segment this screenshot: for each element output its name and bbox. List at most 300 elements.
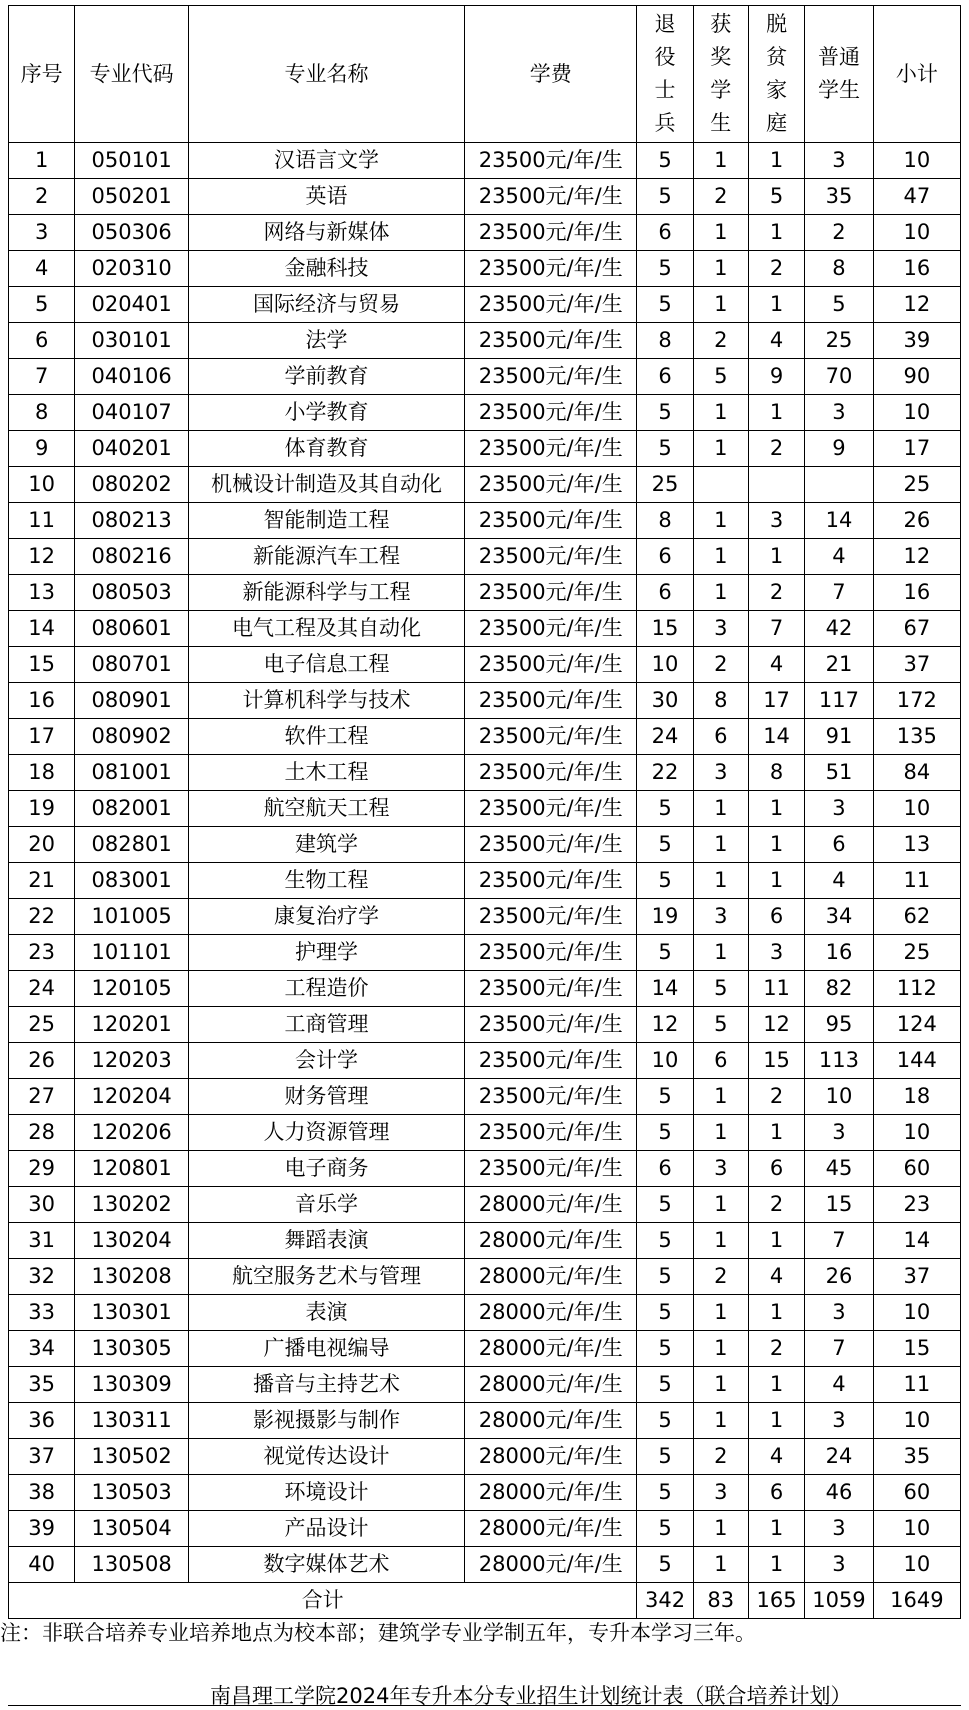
cell-subtotal: 18	[873, 1079, 960, 1115]
cell-major-name: 工商管理	[189, 1007, 465, 1043]
cell-poverty: 4	[748, 323, 804, 359]
cell-poverty: 1	[748, 791, 804, 827]
cell-index: 17	[9, 719, 75, 755]
cell-major-name: 建筑学	[189, 827, 465, 863]
total-award: 83	[693, 1583, 748, 1619]
cell-tuition: 23500元/年/生	[465, 719, 637, 755]
cell-poverty: 4	[748, 1259, 804, 1295]
cell-major-code: 050306	[75, 215, 189, 251]
cell-veteran: 19	[637, 899, 693, 935]
cell-tuition: 23500元/年/生	[465, 899, 637, 935]
cell-veteran: 5	[637, 1475, 693, 1511]
cell-subtotal: 16	[873, 251, 960, 287]
cell-regular: 70	[805, 359, 873, 395]
cell-tuition: 23500元/年/生	[465, 179, 637, 215]
cell-poverty: 1	[748, 1403, 804, 1439]
cell-award: 5	[693, 971, 748, 1007]
cell-veteran: 6	[637, 359, 693, 395]
cell-veteran: 25	[637, 467, 693, 503]
cell-award: 1	[693, 863, 748, 899]
cell-major-code: 080901	[75, 683, 189, 719]
cell-award: 1	[693, 503, 748, 539]
cell-major-name: 环境设计	[189, 1475, 465, 1511]
cell-poverty: 2	[748, 575, 804, 611]
cell-index: 10	[9, 467, 75, 503]
cell-tuition: 23500元/年/生	[465, 1007, 637, 1043]
cell-tuition: 28000元/年/生	[465, 1295, 637, 1331]
cell-major-name: 土木工程	[189, 755, 465, 791]
cell-tuition: 23500元/年/生	[465, 395, 637, 431]
cell-award: 3	[693, 899, 748, 935]
next-table-top-border	[8, 1705, 961, 1706]
cell-poverty: 1	[748, 215, 804, 251]
cell-index: 20	[9, 827, 75, 863]
table-row	[9, 1079, 961, 1115]
cell-award: 1	[693, 143, 748, 179]
cell-subtotal: 37	[873, 647, 960, 683]
cell-regular: 46	[805, 1475, 873, 1511]
cell-major-code: 120203	[75, 1043, 189, 1079]
cell-major-name: 软件工程	[189, 719, 465, 755]
cell-regular: 25	[805, 323, 873, 359]
table-body	[9, 143, 961, 1583]
table-row	[9, 323, 961, 359]
cell-tuition: 28000元/年/生	[465, 1223, 637, 1259]
cell-index: 19	[9, 791, 75, 827]
next-table-title: 南昌理工学院2024年专升本分专业招生计划统计表（联合培养计划）	[210, 1684, 852, 1708]
cell-regular: 3	[805, 1511, 873, 1547]
cell-poverty: 17	[748, 683, 804, 719]
cell-regular: 117	[805, 683, 873, 719]
table-row	[9, 1115, 961, 1151]
header-veteran: 退 役 士 兵	[637, 6, 693, 143]
cell-regular: 7	[805, 1331, 873, 1367]
cell-major-name: 金融科技	[189, 251, 465, 287]
cell-major-name: 护理学	[189, 935, 465, 971]
table-row	[9, 575, 961, 611]
table-row	[9, 1547, 961, 1583]
cell-poverty: 1	[748, 287, 804, 323]
cell-tuition: 23500元/年/生	[465, 935, 637, 971]
cell-regular: 2	[805, 215, 873, 251]
cell-subtotal: 10	[873, 1511, 960, 1547]
cell-major-code: 120105	[75, 971, 189, 1007]
cell-poverty: 1	[748, 1115, 804, 1151]
cell-regular: 21	[805, 647, 873, 683]
cell-tuition: 23500元/年/生	[465, 431, 637, 467]
cell-award: 1	[693, 1223, 748, 1259]
cell-regular: 9	[805, 431, 873, 467]
cell-regular: 51	[805, 755, 873, 791]
cell-award: 3	[693, 755, 748, 791]
cell-poverty: 1	[748, 1547, 804, 1583]
cell-subtotal: 10	[873, 1403, 960, 1439]
cell-major-name: 数字媒体艺术	[189, 1547, 465, 1583]
cell-major-name: 英语	[189, 179, 465, 215]
cell-major-code: 130202	[75, 1187, 189, 1223]
cell-index: 35	[9, 1367, 75, 1403]
cell-regular: 5	[805, 287, 873, 323]
cell-poverty: 1	[748, 1511, 804, 1547]
cell-major-name: 新能源科学与工程	[189, 575, 465, 611]
cell-award: 1	[693, 431, 748, 467]
cell-tuition: 23500元/年/生	[465, 863, 637, 899]
cell-index: 18	[9, 755, 75, 791]
header-subtotal: 小计	[873, 6, 960, 143]
table-row	[9, 1223, 961, 1259]
table-row	[9, 1475, 961, 1511]
cell-poverty: 4	[748, 647, 804, 683]
cell-award: 1	[693, 215, 748, 251]
cell-index: 32	[9, 1259, 75, 1295]
cell-veteran: 5	[637, 251, 693, 287]
cell-index: 31	[9, 1223, 75, 1259]
header-index: 序号	[9, 6, 75, 143]
cell-award: 1	[693, 827, 748, 863]
cell-major-code: 040106	[75, 359, 189, 395]
cell-award: 1	[693, 575, 748, 611]
cell-index: 38	[9, 1475, 75, 1511]
cell-veteran: 6	[637, 575, 693, 611]
table-row	[9, 539, 961, 575]
cell-index: 11	[9, 503, 75, 539]
cell-tuition: 23500元/年/生	[465, 287, 637, 323]
cell-major-name: 影视摄影与制作	[189, 1403, 465, 1439]
cell-veteran: 5	[637, 1331, 693, 1367]
cell-award: 1	[693, 1403, 748, 1439]
cell-tuition: 23500元/年/生	[465, 251, 637, 287]
cell-poverty: 9	[748, 359, 804, 395]
cell-major-code: 050101	[75, 143, 189, 179]
cell-veteran: 8	[637, 323, 693, 359]
cell-major-name: 生物工程	[189, 863, 465, 899]
cell-subtotal: 90	[873, 359, 960, 395]
cell-major-name: 视觉传达设计	[189, 1439, 465, 1475]
cell-subtotal: 10	[873, 395, 960, 431]
cell-tuition: 28000元/年/生	[465, 1547, 637, 1583]
total-subtotal: 1649	[873, 1583, 960, 1619]
cell-major-name: 航空服务艺术与管理	[189, 1259, 465, 1295]
cell-major-code: 120801	[75, 1151, 189, 1187]
cell-poverty: 2	[748, 1079, 804, 1115]
cell-veteran: 5	[637, 1259, 693, 1295]
cell-poverty: 12	[748, 1007, 804, 1043]
cell-poverty: 15	[748, 1043, 804, 1079]
cell-major-name: 产品设计	[189, 1511, 465, 1547]
cell-index: 13	[9, 575, 75, 611]
cell-tuition: 23500元/年/生	[465, 323, 637, 359]
cell-regular: 7	[805, 1223, 873, 1259]
cell-major-code: 080902	[75, 719, 189, 755]
cell-veteran: 8	[637, 503, 693, 539]
cell-major-name: 表演	[189, 1295, 465, 1331]
cell-veteran: 22	[637, 755, 693, 791]
cell-major-name: 广播电视编导	[189, 1331, 465, 1367]
table-row	[9, 647, 961, 683]
table-row	[9, 1007, 961, 1043]
cell-poverty: 4	[748, 1439, 804, 1475]
cell-award: 1	[693, 791, 748, 827]
cell-tuition: 28000元/年/生	[465, 1475, 637, 1511]
cell-regular: 6	[805, 827, 873, 863]
cell-major-code: 083001	[75, 863, 189, 899]
cell-subtotal: 62	[873, 899, 960, 935]
cell-major-code: 020401	[75, 287, 189, 323]
total-row	[9, 1583, 961, 1619]
cell-tuition: 23500元/年/生	[465, 755, 637, 791]
cell-award: 3	[693, 1151, 748, 1187]
cell-award: 3	[693, 1475, 748, 1511]
cell-award: 1	[693, 1511, 748, 1547]
header-tuition: 学费	[465, 6, 637, 143]
cell-veteran: 14	[637, 971, 693, 1007]
cell-major-code: 101101	[75, 935, 189, 971]
cell-veteran: 5	[637, 791, 693, 827]
cell-major-code: 130508	[75, 1547, 189, 1583]
enrollment-plan-table	[8, 5, 961, 1619]
cell-regular: 16	[805, 935, 873, 971]
cell-major-name: 电子信息工程	[189, 647, 465, 683]
cell-veteran: 5	[637, 395, 693, 431]
cell-tuition: 23500元/年/生	[465, 1115, 637, 1151]
cell-major-name: 舞蹈表演	[189, 1223, 465, 1259]
table-header-row	[9, 6, 961, 143]
cell-major-code: 130305	[75, 1331, 189, 1367]
cell-tuition: 23500元/年/生	[465, 143, 637, 179]
cell-tuition: 28000元/年/生	[465, 1511, 637, 1547]
cell-award: 1	[693, 1079, 748, 1115]
cell-index: 33	[9, 1295, 75, 1331]
cell-poverty: 1	[748, 1367, 804, 1403]
cell-regular: 14	[805, 503, 873, 539]
cell-poverty: 6	[748, 1475, 804, 1511]
table-row	[9, 467, 961, 503]
cell-subtotal: 172	[873, 683, 960, 719]
cell-index: 15	[9, 647, 75, 683]
cell-veteran: 5	[637, 863, 693, 899]
cell-regular: 4	[805, 863, 873, 899]
cell-veteran: 5	[637, 1223, 693, 1259]
header-regular-student: 普通 学生	[805, 6, 873, 143]
cell-veteran: 30	[637, 683, 693, 719]
cell-tuition: 28000元/年/生	[465, 1403, 637, 1439]
cell-index: 27	[9, 1079, 75, 1115]
cell-award: 1	[693, 287, 748, 323]
cell-regular: 113	[805, 1043, 873, 1079]
cell-subtotal: 144	[873, 1043, 960, 1079]
cell-regular: 45	[805, 1151, 873, 1187]
cell-poverty: 7	[748, 611, 804, 647]
cell-veteran: 5	[637, 1367, 693, 1403]
cell-index: 40	[9, 1547, 75, 1583]
cell-subtotal: 84	[873, 755, 960, 791]
cell-subtotal: 15	[873, 1331, 960, 1367]
total-veteran: 342	[637, 1583, 693, 1619]
cell-regular: 3	[805, 1403, 873, 1439]
cell-subtotal: 10	[873, 1295, 960, 1331]
cell-major-name: 电子商务	[189, 1151, 465, 1187]
table-row	[9, 431, 961, 467]
cell-major-name: 网络与新媒体	[189, 215, 465, 251]
cell-index: 2	[9, 179, 75, 215]
cell-major-code: 120206	[75, 1115, 189, 1151]
cell-tuition: 23500元/年/生	[465, 1043, 637, 1079]
cell-index: 34	[9, 1331, 75, 1367]
cell-major-name: 计算机科学与技术	[189, 683, 465, 719]
cell-major-name: 法学	[189, 323, 465, 359]
cell-major-code: 080216	[75, 539, 189, 575]
cell-poverty	[748, 467, 804, 503]
cell-subtotal: 12	[873, 287, 960, 323]
cell-major-code: 130502	[75, 1439, 189, 1475]
cell-index: 6	[9, 323, 75, 359]
cell-poverty: 1	[748, 1295, 804, 1331]
cell-major-code: 082801	[75, 827, 189, 863]
cell-tuition: 23500元/年/生	[465, 791, 637, 827]
enrollment-plan-table-container	[8, 5, 961, 1619]
cell-regular: 10	[805, 1079, 873, 1115]
cell-regular: 95	[805, 1007, 873, 1043]
cell-poverty: 2	[748, 431, 804, 467]
table-row	[9, 755, 961, 791]
cell-veteran: 15	[637, 611, 693, 647]
cell-index: 36	[9, 1403, 75, 1439]
cell-major-code: 040201	[75, 431, 189, 467]
cell-index: 25	[9, 1007, 75, 1043]
cell-major-name: 音乐学	[189, 1187, 465, 1223]
table-row	[9, 1151, 961, 1187]
cell-major-name: 小学教育	[189, 395, 465, 431]
cell-index: 24	[9, 971, 75, 1007]
cell-veteran: 5	[637, 1403, 693, 1439]
table-row	[9, 1367, 961, 1403]
cell-award: 2	[693, 1259, 748, 1295]
cell-subtotal: 12	[873, 539, 960, 575]
cell-tuition: 23500元/年/生	[465, 467, 637, 503]
table-row	[9, 1331, 961, 1367]
cell-subtotal: 10	[873, 1547, 960, 1583]
cell-tuition: 28000元/年/生	[465, 1367, 637, 1403]
cell-award: 2	[693, 647, 748, 683]
cell-subtotal: 11	[873, 1367, 960, 1403]
table-row	[9, 1295, 961, 1331]
cell-award: 1	[693, 935, 748, 971]
cell-major-code: 080213	[75, 503, 189, 539]
cell-index: 37	[9, 1439, 75, 1475]
header-poverty-family: 脱 贫 家 庭	[748, 6, 804, 143]
cell-subtotal: 26	[873, 503, 960, 539]
cell-subtotal: 25	[873, 467, 960, 503]
cell-major-code: 080202	[75, 467, 189, 503]
cell-regular: 7	[805, 575, 873, 611]
cell-veteran: 5	[637, 1439, 693, 1475]
cell-index: 16	[9, 683, 75, 719]
cell-tuition: 28000元/年/生	[465, 1331, 637, 1367]
cell-veteran: 5	[637, 143, 693, 179]
cell-tuition: 28000元/年/生	[465, 1259, 637, 1295]
cell-veteran: 5	[637, 935, 693, 971]
cell-veteran: 5	[637, 179, 693, 215]
table-row	[9, 1403, 961, 1439]
cell-poverty: 6	[748, 1151, 804, 1187]
cell-major-code: 120201	[75, 1007, 189, 1043]
cell-regular: 3	[805, 791, 873, 827]
cell-subtotal: 135	[873, 719, 960, 755]
cell-award: 8	[693, 683, 748, 719]
cell-award: 2	[693, 179, 748, 215]
cell-index: 21	[9, 863, 75, 899]
cell-major-name: 电气工程及其自动化	[189, 611, 465, 647]
table-row	[9, 143, 961, 179]
cell-subtotal: 112	[873, 971, 960, 1007]
cell-subtotal: 124	[873, 1007, 960, 1043]
cell-tuition: 23500元/年/生	[465, 215, 637, 251]
cell-veteran: 12	[637, 1007, 693, 1043]
table-row	[9, 611, 961, 647]
cell-award: 1	[693, 251, 748, 287]
cell-index: 29	[9, 1151, 75, 1187]
cell-veteran: 5	[637, 827, 693, 863]
table-row	[9, 683, 961, 719]
cell-veteran: 5	[637, 1115, 693, 1151]
cell-award: 6	[693, 1043, 748, 1079]
cell-major-code: 080503	[75, 575, 189, 611]
cell-veteran: 24	[637, 719, 693, 755]
table-row	[9, 1259, 961, 1295]
cell-regular: 3	[805, 1547, 873, 1583]
table-row	[9, 899, 961, 935]
table-row	[9, 935, 961, 971]
cell-major-code: 130504	[75, 1511, 189, 1547]
cell-award: 1	[693, 1187, 748, 1223]
table-row	[9, 179, 961, 215]
cell-index: 23	[9, 935, 75, 971]
header-major-name: 专业名称	[189, 6, 465, 143]
table-row	[9, 503, 961, 539]
cell-tuition: 23500元/年/生	[465, 827, 637, 863]
cell-veteran: 5	[637, 1511, 693, 1547]
cell-tuition: 23500元/年/生	[465, 611, 637, 647]
cell-major-name: 学前教育	[189, 359, 465, 395]
total-poverty: 165	[748, 1583, 804, 1619]
table-row	[9, 863, 961, 899]
table-row	[9, 395, 961, 431]
cell-poverty: 8	[748, 755, 804, 791]
cell-subtotal: 10	[873, 791, 960, 827]
cell-regular: 3	[805, 395, 873, 431]
cell-index: 14	[9, 611, 75, 647]
cell-regular: 8	[805, 251, 873, 287]
table-row	[9, 1511, 961, 1547]
cell-major-code: 030101	[75, 323, 189, 359]
cell-major-name: 体育教育	[189, 431, 465, 467]
cell-subtotal: 47	[873, 179, 960, 215]
cell-veteran: 6	[637, 539, 693, 575]
table-row	[9, 251, 961, 287]
cell-poverty: 6	[748, 899, 804, 935]
cell-index: 8	[9, 395, 75, 431]
cell-poverty: 3	[748, 503, 804, 539]
cell-award: 2	[693, 323, 748, 359]
cell-regular: 42	[805, 611, 873, 647]
cell-subtotal: 39	[873, 323, 960, 359]
table-row	[9, 287, 961, 323]
cell-award: 1	[693, 539, 748, 575]
cell-veteran: 5	[637, 1079, 693, 1115]
cell-subtotal: 17	[873, 431, 960, 467]
table-row	[9, 359, 961, 395]
cell-poverty: 1	[748, 539, 804, 575]
